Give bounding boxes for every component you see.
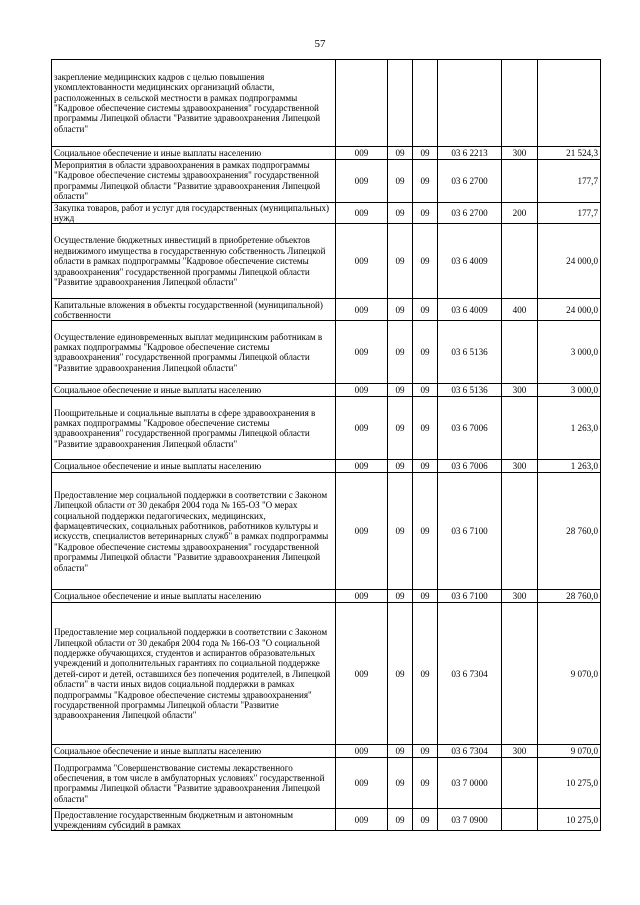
target-article-cell: 03 6 2213: [438, 147, 502, 160]
row-name-cell: Предоставление государственным бюджетным и автономным учреждениям субсидий в рамках: [52, 809, 336, 831]
amount-cell: 24 000,0: [538, 299, 601, 321]
subsection-code-cell: 09: [413, 809, 438, 831]
expense-type-cell: 300: [502, 147, 538, 160]
target-article-cell: 03 6 7006: [438, 397, 502, 460]
section-code-cell: 09: [388, 202, 413, 224]
target-article-cell: 03 7 0900: [438, 809, 502, 831]
table-row: [52, 745, 601, 758]
target-article-cell: 03 6 4009: [438, 224, 502, 299]
target-article-cell: 03 6 5136: [438, 384, 502, 397]
amount-cell: 3 000,0: [538, 384, 601, 397]
subsection-code-cell: 09: [413, 460, 438, 473]
section-code-cell: 09: [388, 590, 413, 603]
amount-cell: 21 524,3: [538, 147, 601, 160]
expense-type-cell: [502, 758, 538, 809]
budget-table-body: [52, 60, 601, 831]
subsection-code-cell: 09: [413, 758, 438, 809]
amount-cell: 1 263,0: [538, 397, 601, 460]
amount-cell: 3 000,0: [538, 321, 601, 384]
target-article-cell: 03 6 7304: [438, 603, 502, 745]
ministry-code-cell: 009: [336, 160, 388, 203]
expense-type-cell: [502, 224, 538, 299]
table-row: [52, 460, 601, 473]
subsection-code-cell: 09: [413, 160, 438, 203]
ministry-code-cell: 009: [336, 147, 388, 160]
row-name-cell: Мероприятия в области здравоохранения в рамках подпрограммы "Кадровое обеспечение системы здравоохранения" государственной программы Липецкой области "Развитие здравоохранения Липецкой области": [52, 160, 336, 203]
row-name-cell: Социальное обеспечение и иные выплаты населению: [52, 384, 336, 397]
expense-type-cell: 300: [502, 590, 538, 603]
subsection-code-cell: [413, 60, 438, 147]
subsection-code-cell: 09: [413, 590, 438, 603]
row-name-cell: Социальное обеспечение и иные выплаты населению: [52, 745, 336, 758]
row-name-cell: Предоставление мер социальной поддержки в соответствии с Законом Липецкой области от 30 декабря 2004 года № 166-ОЗ "О социальной поддержке обучающихся, студентов и аспирантов образовательных учреждений и дополнительных гарантиях по социальной поддержке детей-сирот и детей, оставшихся без попечения родителей, в Липецкой области" в части иных видов социальной поддержки в рамках подпрограммы "Кадровое обеспечение системы здравоохранения" государственной программы Липецкой области "Развитие здравоохранения Липецкой области": [52, 603, 336, 745]
expense-type-cell: [502, 160, 538, 203]
expense-type-cell: 400: [502, 299, 538, 321]
amount-cell: 177,7: [538, 202, 601, 224]
ministry-code-cell: [336, 60, 388, 147]
expense-type-cell: [502, 60, 538, 147]
amount-cell: 9 070,0: [538, 603, 601, 745]
section-code-cell: 09: [388, 473, 413, 590]
subsection-code-cell: 09: [413, 299, 438, 321]
expense-type-cell: 300: [502, 460, 538, 473]
table-row: [52, 147, 601, 160]
row-name-cell: Поощрительные и социальные выплаты в сфере здравоохранения в рамках подпрограммы "Кадровое обеспечение системы здравоохранения" государственной программы Липецкой области "Развитие здравоохранения Липецкой области": [52, 397, 336, 460]
section-code-cell: 09: [388, 321, 413, 384]
section-code-cell: 09: [388, 758, 413, 809]
amount-cell: 1 263,0: [538, 460, 601, 473]
row-name-cell: закрепление медицинских кадров с целью повышения укомплектованности медицинских организаций области, расположенных в сельской местности в рамках подпрограммы "Кадровое обеспечение системы здравоохранения" государственной программы Липецкой области "Развитие здравоохранения Липецкой области": [52, 60, 336, 147]
section-code-cell: 09: [388, 460, 413, 473]
table-row: [52, 384, 601, 397]
table-row: [52, 60, 601, 147]
amount-cell: 28 760,0: [538, 473, 601, 590]
subsection-code-cell: 09: [413, 202, 438, 224]
subsection-code-cell: 09: [413, 321, 438, 384]
row-name-cell: Социальное обеспечение и иные выплаты населению: [52, 590, 336, 603]
ministry-code-cell: 009: [336, 473, 388, 590]
ministry-code-cell: 009: [336, 224, 388, 299]
expense-type-cell: 300: [502, 384, 538, 397]
section-code-cell: 09: [388, 603, 413, 745]
table-row: [52, 321, 601, 384]
subsection-code-cell: 09: [413, 397, 438, 460]
target-article-cell: 03 6 4009: [438, 299, 502, 321]
row-name-cell: Социальное обеспечение и иные выплаты населению: [52, 147, 336, 160]
table-row: [52, 590, 601, 603]
section-code-cell: 09: [388, 384, 413, 397]
row-name-cell: Предоставление мер социальной поддержки в соответствии с Законом Липецкой области от 30 декабря 2004 года № 165-ОЗ "О мерах социальной поддержки педагогических, медицинских, фармацевтических, социальных работников, работников культуры и искусств, специалистов ветеринарных служб" в рамках подпрограммы "Кадровое обеспечение системы здравоохранения" государственной программы Липецкой области "Развитие здравоохранения Липецкой области": [52, 473, 336, 590]
section-code-cell: 09: [388, 160, 413, 203]
table-row: [52, 758, 601, 809]
expense-type-cell: 200: [502, 202, 538, 224]
table-row: [52, 299, 601, 321]
section-code-cell: 09: [388, 147, 413, 160]
table-row: [52, 397, 601, 460]
expense-type-cell: [502, 473, 538, 590]
ministry-code-cell: 009: [336, 299, 388, 321]
row-name-cell: Социальное обеспечение и иные выплаты населению: [52, 460, 336, 473]
subsection-code-cell: 09: [413, 473, 438, 590]
expense-type-cell: 300: [502, 745, 538, 758]
target-article-cell: [438, 60, 502, 147]
table-row: [52, 202, 601, 224]
row-name-cell: Осуществление бюджетных инвестиций в приобретение объектов недвижимого имущества в государственную собственность Липецкой области в рамках подпрограммы "Кадровое обеспечение системы здравоохранения" государственной программы Липецкой области "Развитие здравоохранения Липецкой области": [52, 224, 336, 299]
row-name-cell: Осуществление единовременных выплат медицинским работникам в рамках подпрограммы "Кадровое обеспечение системы здравоохранения" государственной программы Липецкой области "Развитие здравоохранения Липецкой области": [52, 321, 336, 384]
amount-cell: [538, 60, 601, 147]
row-name-cell: Подпрограмма "Совершенствование системы лекарственного обеспечения, в том числе в амбулаторных условиях" государственной программы Липецкой области "Развитие здравоохранения Липецкой области": [52, 758, 336, 809]
target-article-cell: 03 6 7006: [438, 460, 502, 473]
ministry-code-cell: 009: [336, 397, 388, 460]
ministry-code-cell: 009: [336, 202, 388, 224]
subsection-code-cell: 09: [413, 147, 438, 160]
ministry-code-cell: 009: [336, 758, 388, 809]
section-code-cell: 09: [388, 224, 413, 299]
section-code-cell: 09: [388, 397, 413, 460]
target-article-cell: 03 6 2700: [438, 202, 502, 224]
amount-cell: 10 275,0: [538, 758, 601, 809]
row-name-cell: Капитальные вложения в объекты государственной (муниципальной) собственности: [52, 299, 336, 321]
table-row: [52, 473, 601, 590]
amount-cell: 24 000,0: [538, 224, 601, 299]
subsection-code-cell: 09: [413, 224, 438, 299]
amount-cell: 177,7: [538, 160, 601, 203]
expense-type-cell: [502, 603, 538, 745]
row-name-cell: Закупка товаров, работ и услуг для государственных (муниципальных) нужд: [52, 202, 336, 224]
target-article-cell: 03 6 7100: [438, 590, 502, 603]
page-number: 57: [314, 38, 326, 50]
subsection-code-cell: 09: [413, 384, 438, 397]
subsection-code-cell: 09: [413, 603, 438, 745]
section-code-cell: [388, 60, 413, 147]
amount-cell: 28 760,0: [538, 590, 601, 603]
table-row: [52, 160, 601, 203]
section-code-cell: 09: [388, 745, 413, 758]
amount-cell: 9 070,0: [538, 745, 601, 758]
table-row: [52, 809, 601, 831]
section-code-cell: 09: [388, 299, 413, 321]
table-row: [52, 224, 601, 299]
ministry-code-cell: 009: [336, 603, 388, 745]
ministry-code-cell: 009: [336, 321, 388, 384]
subsection-code-cell: 09: [413, 745, 438, 758]
expense-type-cell: [502, 321, 538, 384]
target-article-cell: 03 6 5136: [438, 321, 502, 384]
target-article-cell: 03 6 7304: [438, 745, 502, 758]
ministry-code-cell: 009: [336, 745, 388, 758]
target-article-cell: 03 6 2700: [438, 160, 502, 203]
section-code-cell: 09: [388, 809, 413, 831]
table-row: [52, 603, 601, 745]
ministry-code-cell: 009: [336, 460, 388, 473]
ministry-code-cell: 009: [336, 590, 388, 603]
expense-type-cell: [502, 809, 538, 831]
budget-table: [51, 59, 601, 831]
target-article-cell: 03 7 0000: [438, 758, 502, 809]
target-article-cell: 03 6 7100: [438, 473, 502, 590]
ministry-code-cell: 009: [336, 809, 388, 831]
ministry-code-cell: 009: [336, 384, 388, 397]
amount-cell: 10 275,0: [538, 809, 601, 831]
expense-type-cell: [502, 397, 538, 460]
